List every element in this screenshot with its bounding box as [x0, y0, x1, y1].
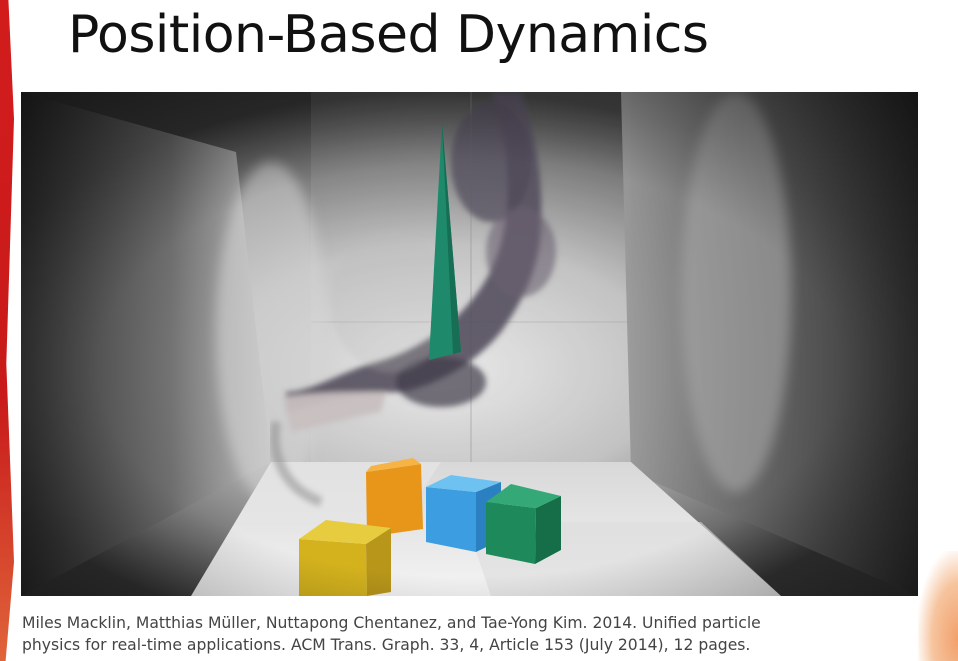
simulation-scene-image: [21, 92, 918, 596]
orange-accent-glow: [918, 551, 958, 661]
slide-title: Position-Based Dynamics: [68, 5, 709, 65]
citation: [22, 612, 922, 656]
citation-line-1: Miles Macklin, Matthias Müller, Nuttapong Chentanez, and Tae-Yong Kim. 2014. Unified particle: [22, 614, 761, 632]
red-accent-edge: [0, 0, 14, 661]
citation-line-2: physics for real-time applications. ACM Trans. Graph. 33, 4, Article 153 (July 2014), 12 pages.: [22, 636, 751, 654]
